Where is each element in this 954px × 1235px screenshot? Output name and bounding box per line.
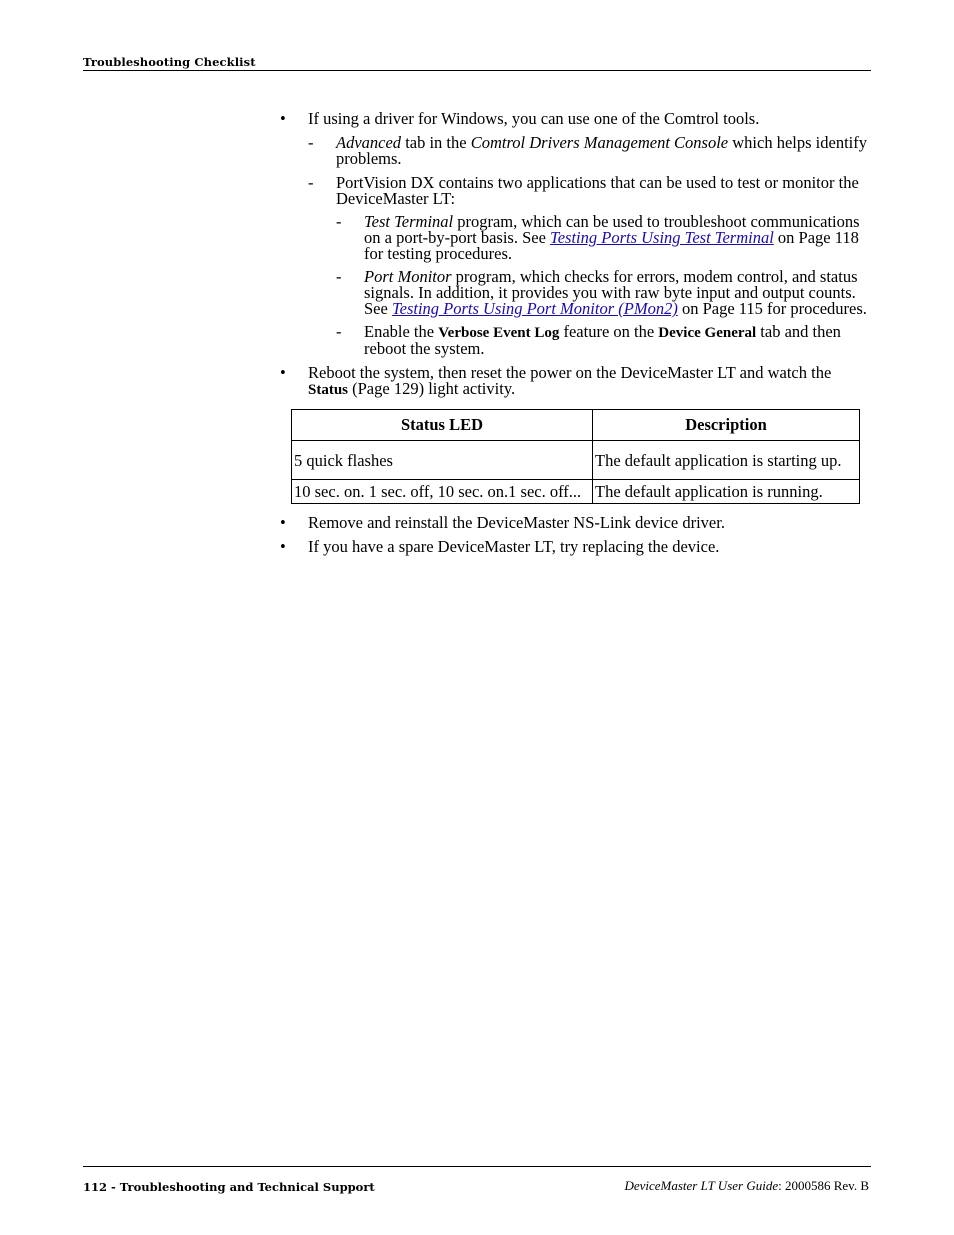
status-led-table <box>291 409 860 504</box>
test-terminal-term: Test Terminal <box>364 212 454 231</box>
dash-mark: - <box>336 267 342 286</box>
console-term: Comtrol Drivers Management Console <box>470 133 729 152</box>
sub-item-portvision: - PortVision DX contains two applications that can be used to test or monitor the DeviceMaster LT: - Test Terminal program, which can be used to troubleshoot communications on a port-by-port basis. See Testing Ports Using Test Terminal on Page 118 for testing procedures. - Port Monitor program, which checks for errors, modem control, and status signals. In addition, it provides you with raw byte input and output counts. See Testing Ports Using Port Monitor (PMon2) on Page 115 for procedures. - Enable the Verbose Event Log feature on the Device General tab and then reboot the system. <box>308 175 870 357</box>
bullet-mark: • <box>280 513 286 532</box>
page-body <box>280 111 870 563</box>
bullet-item-reboot: • Reboot the system, then reset the power on the DeviceMaster LT and watch the Status (Page 129) light activity. <box>280 363 832 398</box>
bullet-mark: • <box>280 363 286 382</box>
doc-revision: : 2000586 Rev. B <box>778 1178 869 1193</box>
dash-mark: - <box>336 322 342 341</box>
bullet-item-drivers <box>280 111 870 357</box>
dash-mark: - <box>308 133 314 152</box>
table-row <box>292 480 860 504</box>
dash-mark: - <box>336 212 342 231</box>
footer-page-label: 112 - Troubleshooting and Technical Support <box>83 1180 375 1194</box>
bullet-text: If using a driver for Windows, you can use one of the Comtrol tools. <box>308 109 760 128</box>
table-header-row <box>292 410 860 441</box>
sub-sub-item-port-monitor: - Port Monitor program, which checks for errors, modem control, and status signals. In addition, it provides you with raw byte input and output counts. See Testing Ports Using Port Monitor (PMon2) on Page 115 for procedures. <box>336 267 867 318</box>
bullet-item-spare: • If you have a spare DeviceMaster LT, try replacing the device. <box>280 537 720 556</box>
verbose-event-log-term: Verbose Event Log <box>438 325 560 341</box>
table-cell: 10 sec. on. 1 sec. off, 10 sec. on.1 sec. off... <box>292 480 593 504</box>
guide-title: DeviceMaster LT User Guide <box>624 1178 779 1193</box>
column-header-status-led: Status LED <box>292 410 593 441</box>
dash-mark: - <box>308 173 314 192</box>
footer-doc-title <box>624 1178 869 1194</box>
sub-sub-item-verbose-log: - Enable the Verbose Event Log feature on the Device General tab and then reboot the system. <box>336 322 841 358</box>
device-general-term: Device General <box>658 325 757 341</box>
bullet-item-reinstall: • Remove and reinstall the DeviceMaster NS-Link device driver. <box>280 513 725 532</box>
table-cell: 5 quick flashes <box>292 441 593 480</box>
port-monitor-term: Port Monitor <box>364 267 452 286</box>
link-testing-ports-test-terminal[interactable]: Testing Ports Using Test Terminal <box>550 228 774 247</box>
advanced-term: Advanced <box>336 133 402 152</box>
table-cell: The default application is running. <box>593 480 860 504</box>
footer-rule <box>83 1166 871 1167</box>
bullet-mark: • <box>280 537 286 556</box>
bullet-mark: • <box>280 109 286 128</box>
sub-item-advanced-tab: - Advanced tab in the Comtrol Drivers Management Console which helps identify problems. <box>308 133 867 168</box>
link-testing-ports-port-monitor[interactable]: Testing Ports Using Port Monitor (PMon2) <box>391 299 678 318</box>
column-header-description: Description <box>593 410 860 441</box>
running-header: Troubleshooting Checklist <box>83 55 256 69</box>
table-row <box>292 441 860 480</box>
sub-sub-item-test-terminal: - Test Terminal program, which can be used to troubleshoot communications on a port-by-port basis. See Testing Ports Using Test Terminal on Page 118 for testing procedures. <box>336 212 860 263</box>
table-cell: The default application is starting up. <box>593 441 860 480</box>
status-term: Status <box>308 382 349 398</box>
header-rule <box>83 70 871 71</box>
